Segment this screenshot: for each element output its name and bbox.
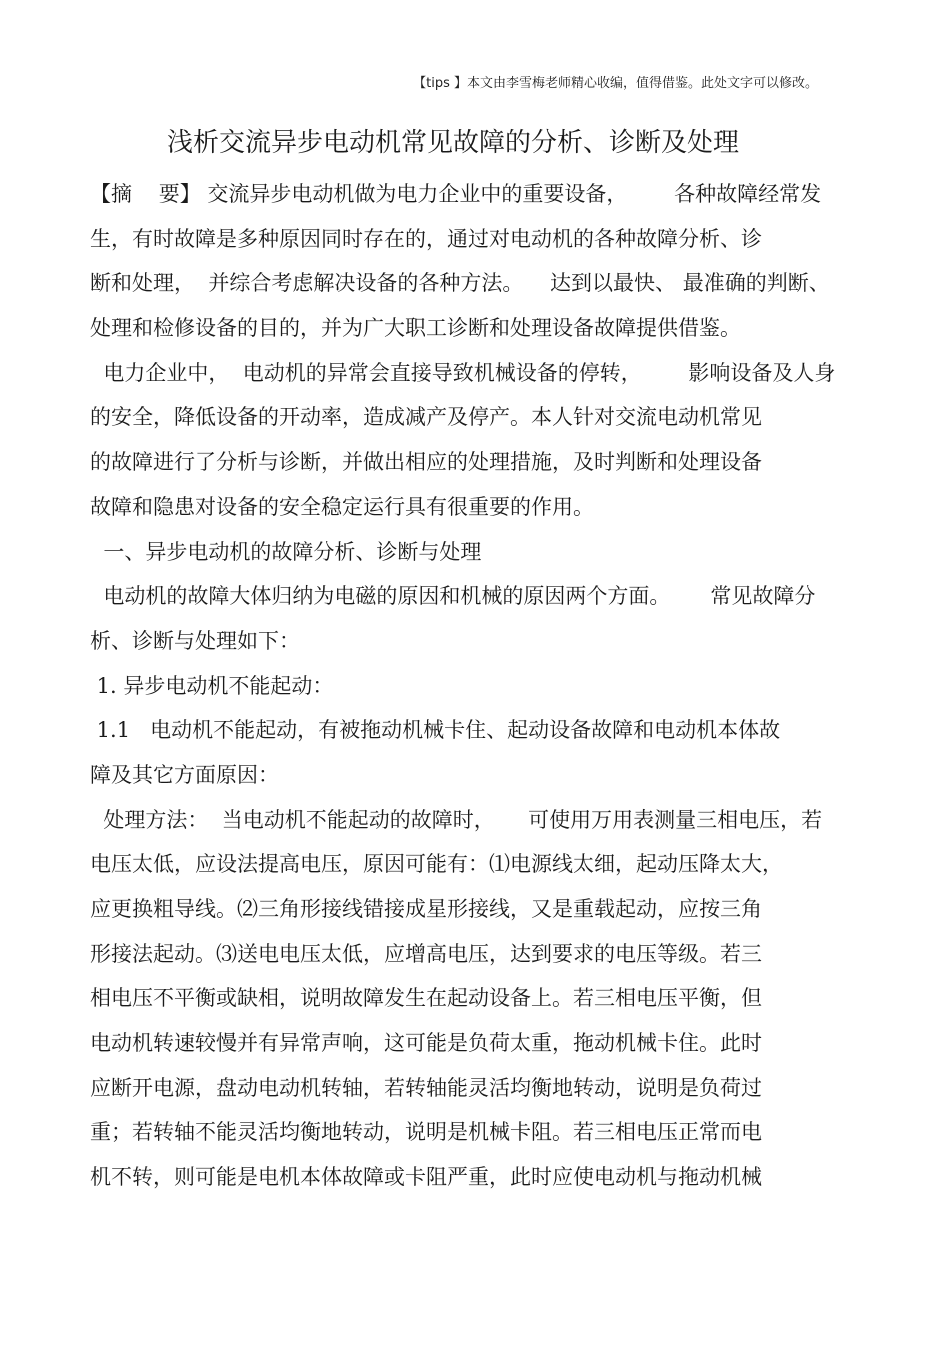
body-line: 电压太低，应设法提高电压，原因可能有：⑴电源线太细，起动压降太大， [90,852,783,877]
body-line: 机不转，则可能是电机本体故障或卡阻严重，此时应使电动机与拖动机械 [90,1165,762,1190]
body-line: 生，有时故障是多种原因同时存在的，通过对电动机的各种故障分析、诊 [90,226,762,251]
body-line: 障及其它方面原因： [90,762,279,787]
body-line: 析、诊断与处理如下： [90,628,300,653]
body-line: 电力企业中， 电动机的异常会直接导致机械设备的停转， 影响设备及人身 [90,360,836,385]
body-line: 电动机的故障大体归纳为电磁的原因和机械的原因两个方面。 常见故障分 [90,584,816,609]
body-line: 【摘 要】 交流异步电动机做为电力企业中的重要设备， 各种故障经常发 [90,182,822,206]
body-line: 重；若转轴不能灵活均衡地转动，说明是机械卡阻。若三相电压正常而电 [90,1120,762,1145]
document-body [90,172,860,1200]
body-line: 的故障进行了分析与诊断，并做出相应的处理措施，及时判断和处理设备 [90,450,762,475]
body-line: 的安全，降低设备的开动率，造成减产及停产。本人针对交流电动机常见 [90,405,762,430]
body-line: 处理方法： 当电动机不能起动的故障时， 可使用万用表测量三相电压，若 [90,807,823,832]
header-tips: 【tips 】本文由李雪梅老师精心收编，值得借鉴。此处文字可以修改。 [413,76,818,91]
section-heading: 一、异步电动机的故障分析、诊断与处理 [90,539,482,564]
body-line: 相电压不平衡或缺相，说明故障发生在起动设备上。若三相电压平衡，但 [90,986,762,1011]
body-line: 故障和隐患对设备的安全稳定运行具有很重要的作用。 [90,494,594,519]
body-line: 应更换粗导线。⑵三角形接线错接成星形接线，又是重载起动，应按三角 [90,897,762,921]
body-line: 应断开电源，盘动电动机转轴，若转轴能灵活均衡地转动，说明是负荷过 [90,1075,762,1100]
body-line: 处理和检修设备的目的，并为广大职工诊断和处理设备故障提供借鉴。 [90,316,741,341]
subsection-heading: 1. 异步电动机不能起动： [90,673,334,698]
body-line: 电动机转速较慢并有异常声响，这可能是负荷太重，拖动机械卡住。此时 [90,1031,762,1056]
body-line: 断和处理， 并综合考虑解决设备的各种方法。 达到以最快、 最准确的判断、 [90,271,830,296]
body-line: 1.1 电动机不能起动，有被拖动机械卡住、起动设备故障和电动机本体故 [90,718,781,743]
document-title: 浅析交流异步电动机常见故障的分析、诊断及处理 [166,128,739,158]
body-line: 形接法起动。⑶送电电压太低，应增高电压，达到要求的电压等级。若三 [90,941,762,966]
